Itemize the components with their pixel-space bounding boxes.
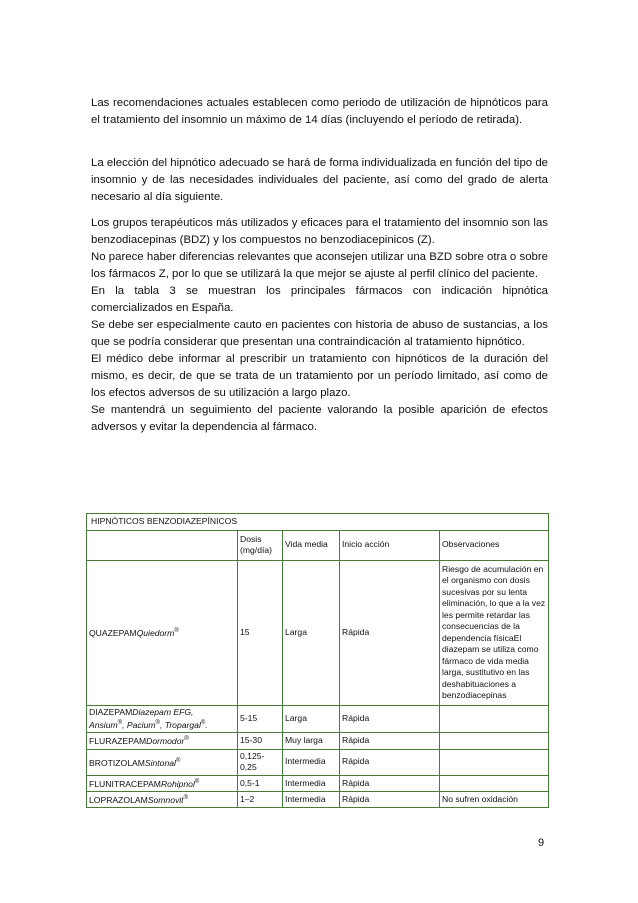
- half-life: Larga: [283, 705, 340, 733]
- onset: Rápida: [340, 749, 440, 775]
- drug-name: BROTIZOLAMSintonal®: [87, 749, 238, 775]
- table-title: HIPNÓTICOS BENZODIAZEPÍNICOS: [87, 514, 549, 531]
- drug-name: LOPRAZOLAMSomnovit®: [87, 792, 238, 808]
- header-dose: Dosis (mg/día): [238, 530, 283, 560]
- table-row: [87, 705, 549, 733]
- table-header-row: [87, 530, 549, 560]
- dose: 0,125-0,25: [238, 749, 283, 775]
- dose: 5-15: [238, 705, 283, 733]
- half-life: Larga: [283, 560, 340, 705]
- header-observations: Observaciones: [440, 530, 549, 560]
- table-title-row: [87, 514, 549, 531]
- dose: 0,5-1: [238, 775, 283, 791]
- drug-name: DIAZEPAMDiazepam EFG, Ansium®, Pacium®, Tropargal®.: [87, 705, 238, 733]
- page-number: 9: [538, 837, 545, 849]
- observations: [440, 705, 549, 733]
- paragraph-group: [91, 215, 548, 436]
- paragraph-no-differences: No parece haber diferencias relevantes que aconsejen utilizar una BZD sobre otra o sobre los fármacos Z, por lo que se utilizará la que mejor se ajuste al perfil clínico del paciente.: [91, 251, 548, 280]
- table-row: [87, 775, 549, 791]
- observations: Riesgo de acumulación en el organismo con dosis sucesivas por su lenta eliminación, lo que a la vez les permite retardar las consecuencias de la dependencia físicaEl diazepam se utiliza como fármaco de vida media larga, sustitutivo en las deshabituaciones a benzodiacepinas: [440, 560, 549, 705]
- paragraph-inform-duration: El médico debe informar al prescribir un tratamiento con hipnóticos de la duración del mismo, es decir, de que se trata de un tratamiento por un período limitado, así como de los efectos adversos de su utilización a largo plazo.: [91, 353, 548, 399]
- observations: [440, 733, 549, 749]
- paragraph-table-reference: En la tabla 3 se muestran los principales fármacos con indicación hipnótica comercializados en España.: [91, 285, 548, 314]
- paragraph-caution: Se debe ser especialmente cauto en pacientes con historia de abuso de sustancias, a los que se podría considerar que presentan una contraindicación al tratamiento hipnótico.: [91, 319, 548, 348]
- dose: 15-30: [238, 733, 283, 749]
- onset: Rápida: [340, 792, 440, 808]
- drug-name: QUAZEPAMQuiedorm®: [87, 560, 238, 705]
- paragraph-hypnotic-duration: Las recomendaciones actuales establecen como periodo de utilización de hipnóticos para el tratamiento del insomnio un máximo de 14 días (incluyendo el período de retirada).: [91, 97, 548, 126]
- half-life: Intermedia: [283, 792, 340, 808]
- observations: No sufren oxidación: [440, 792, 549, 808]
- table-row: [87, 560, 549, 705]
- dose: 1–2: [238, 792, 283, 808]
- table-row: [87, 749, 549, 775]
- drug-name: FLURAZEPAMDormodor®: [87, 733, 238, 749]
- hypnotics-table: [86, 513, 549, 808]
- dose: 15: [238, 560, 283, 705]
- header-onset: Inicio acción: [340, 530, 440, 560]
- onset: Rápida: [340, 705, 440, 733]
- paragraph-therapeutic-groups: Los grupos terapéuticos más utilizados y eficaces para el tratamiento del insomnio son las benzodiacepinas (BDZ) y los compuestos no benzodiacepinicos (Z).: [91, 217, 548, 246]
- half-life: Intermedia: [283, 775, 340, 791]
- table-row: [87, 792, 549, 808]
- header-drug: [87, 530, 238, 560]
- paragraph-hypnotic-choice: La elección del hipnótico adecuado se hará de forma individualizada en función del tipo de insomnio y de las necesidades individuales del paciente, así como del grado de alerta necesario al día siguiente.: [91, 157, 548, 203]
- observations: [440, 749, 549, 775]
- onset: Rápida: [340, 733, 440, 749]
- onset: Rápida: [340, 560, 440, 705]
- onset: Rápida: [340, 775, 440, 791]
- table-row: [87, 733, 549, 749]
- half-life: Intermedia: [283, 749, 340, 775]
- half-life: Muy larga: [283, 733, 340, 749]
- drug-name: FLUNITRACEPAMRohipnol®: [87, 775, 238, 791]
- paragraph-follow-up: Se mantendrá un seguimiento del paciente valorando la posible aparición de efectos adversos y evitar la dependencia al fármaco.: [91, 404, 548, 433]
- header-half-life: Vida media: [283, 530, 340, 560]
- observations: [440, 775, 549, 791]
